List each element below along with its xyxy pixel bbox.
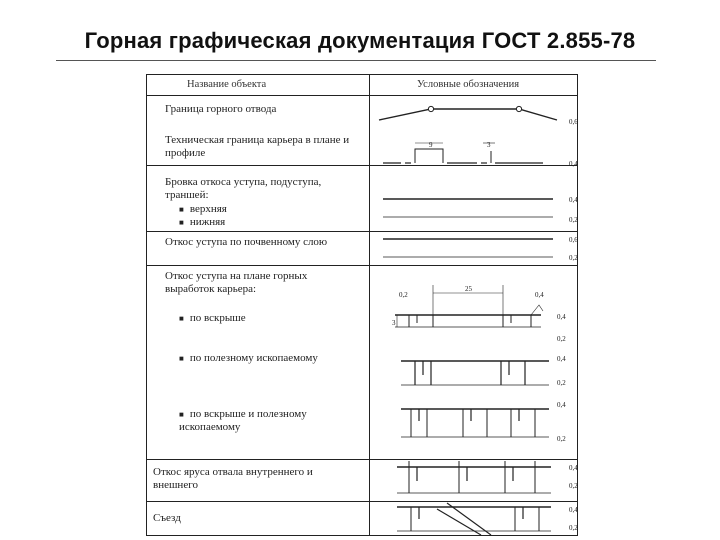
row-slope-pit-plan: Откос уступа на плане горных выработок карьера: [165,270,308,295]
thickness-label: 0,2 [557,379,566,387]
row-slope-edge: Бровка откоса уступа, подуступа, траншей: [165,176,322,201]
header-symbols: Условные обозначения [417,79,520,90]
row-slope-edge-lower: ■ нижняя [179,216,226,228]
thickness-label: 0,2 [557,435,566,443]
boundary-marker [428,106,433,111]
slope-end-mark [531,305,543,315]
title-divider [56,60,656,61]
boundary-marker [516,106,521,111]
row-dump-tier-slope: Откос яруса отвала внутреннего и внешнего [153,466,313,491]
thickness-label: 0,4 [557,401,566,409]
tech-boundary-notch [415,149,443,163]
thickness-label: 0,2 [569,216,578,224]
thickness-label: 0,4 [569,506,578,514]
row-slope-overburden: ■ по вскрыше [179,312,246,324]
symbols-drawing [147,75,579,537]
thickness-label: 0,2 [569,482,578,490]
dim-label-3-vertical: 3 [392,319,396,327]
row-slope-edge-upper: ■ верхняя [179,203,227,215]
thickness-label: 0,4 [569,464,578,472]
thickness-label: 0,6 [569,118,578,126]
dim-label-9: 9 [429,141,433,149]
symbols-table [146,74,578,536]
thickness-label: 0,2 [569,254,578,262]
thickness-label: 0,2 [569,524,578,532]
row-mining-allotment-boundary: Граница горного отвода [165,103,277,115]
thickness-label: 0,2 [557,335,566,343]
dim-label-0-4: 0,4 [535,291,544,299]
thickness-label: 0,6 [569,236,578,244]
row-technical-pit-boundary: Техническая граница карьера в плане и профиле [165,134,350,159]
page-title: Горная графическая документация ГОСТ 2.855-78 [84,28,636,53]
thickness-label: 0,4 [557,313,566,321]
thickness-label: 0,4 [569,196,578,204]
dim-label-25: 25 [465,285,472,293]
row-slope-overburden-mineral: ■ по вскрыше и полезному ископаемому [179,408,307,433]
thickness-label: 0,4 [557,355,566,363]
header-object-name: Название объекта [187,79,267,90]
row-slope-soil-layer: Откос уступа по почвенному слою [165,236,328,248]
row-slope-mineral: ■ по полезному ископаемому [179,352,318,364]
dim-label-0-2: 0,2 [399,291,408,299]
dim-label-3: 3 [487,141,491,149]
thickness-label: 0,4 [569,160,578,168]
row-ramp: Съезд [153,512,181,524]
boundary-polyline [379,109,557,120]
